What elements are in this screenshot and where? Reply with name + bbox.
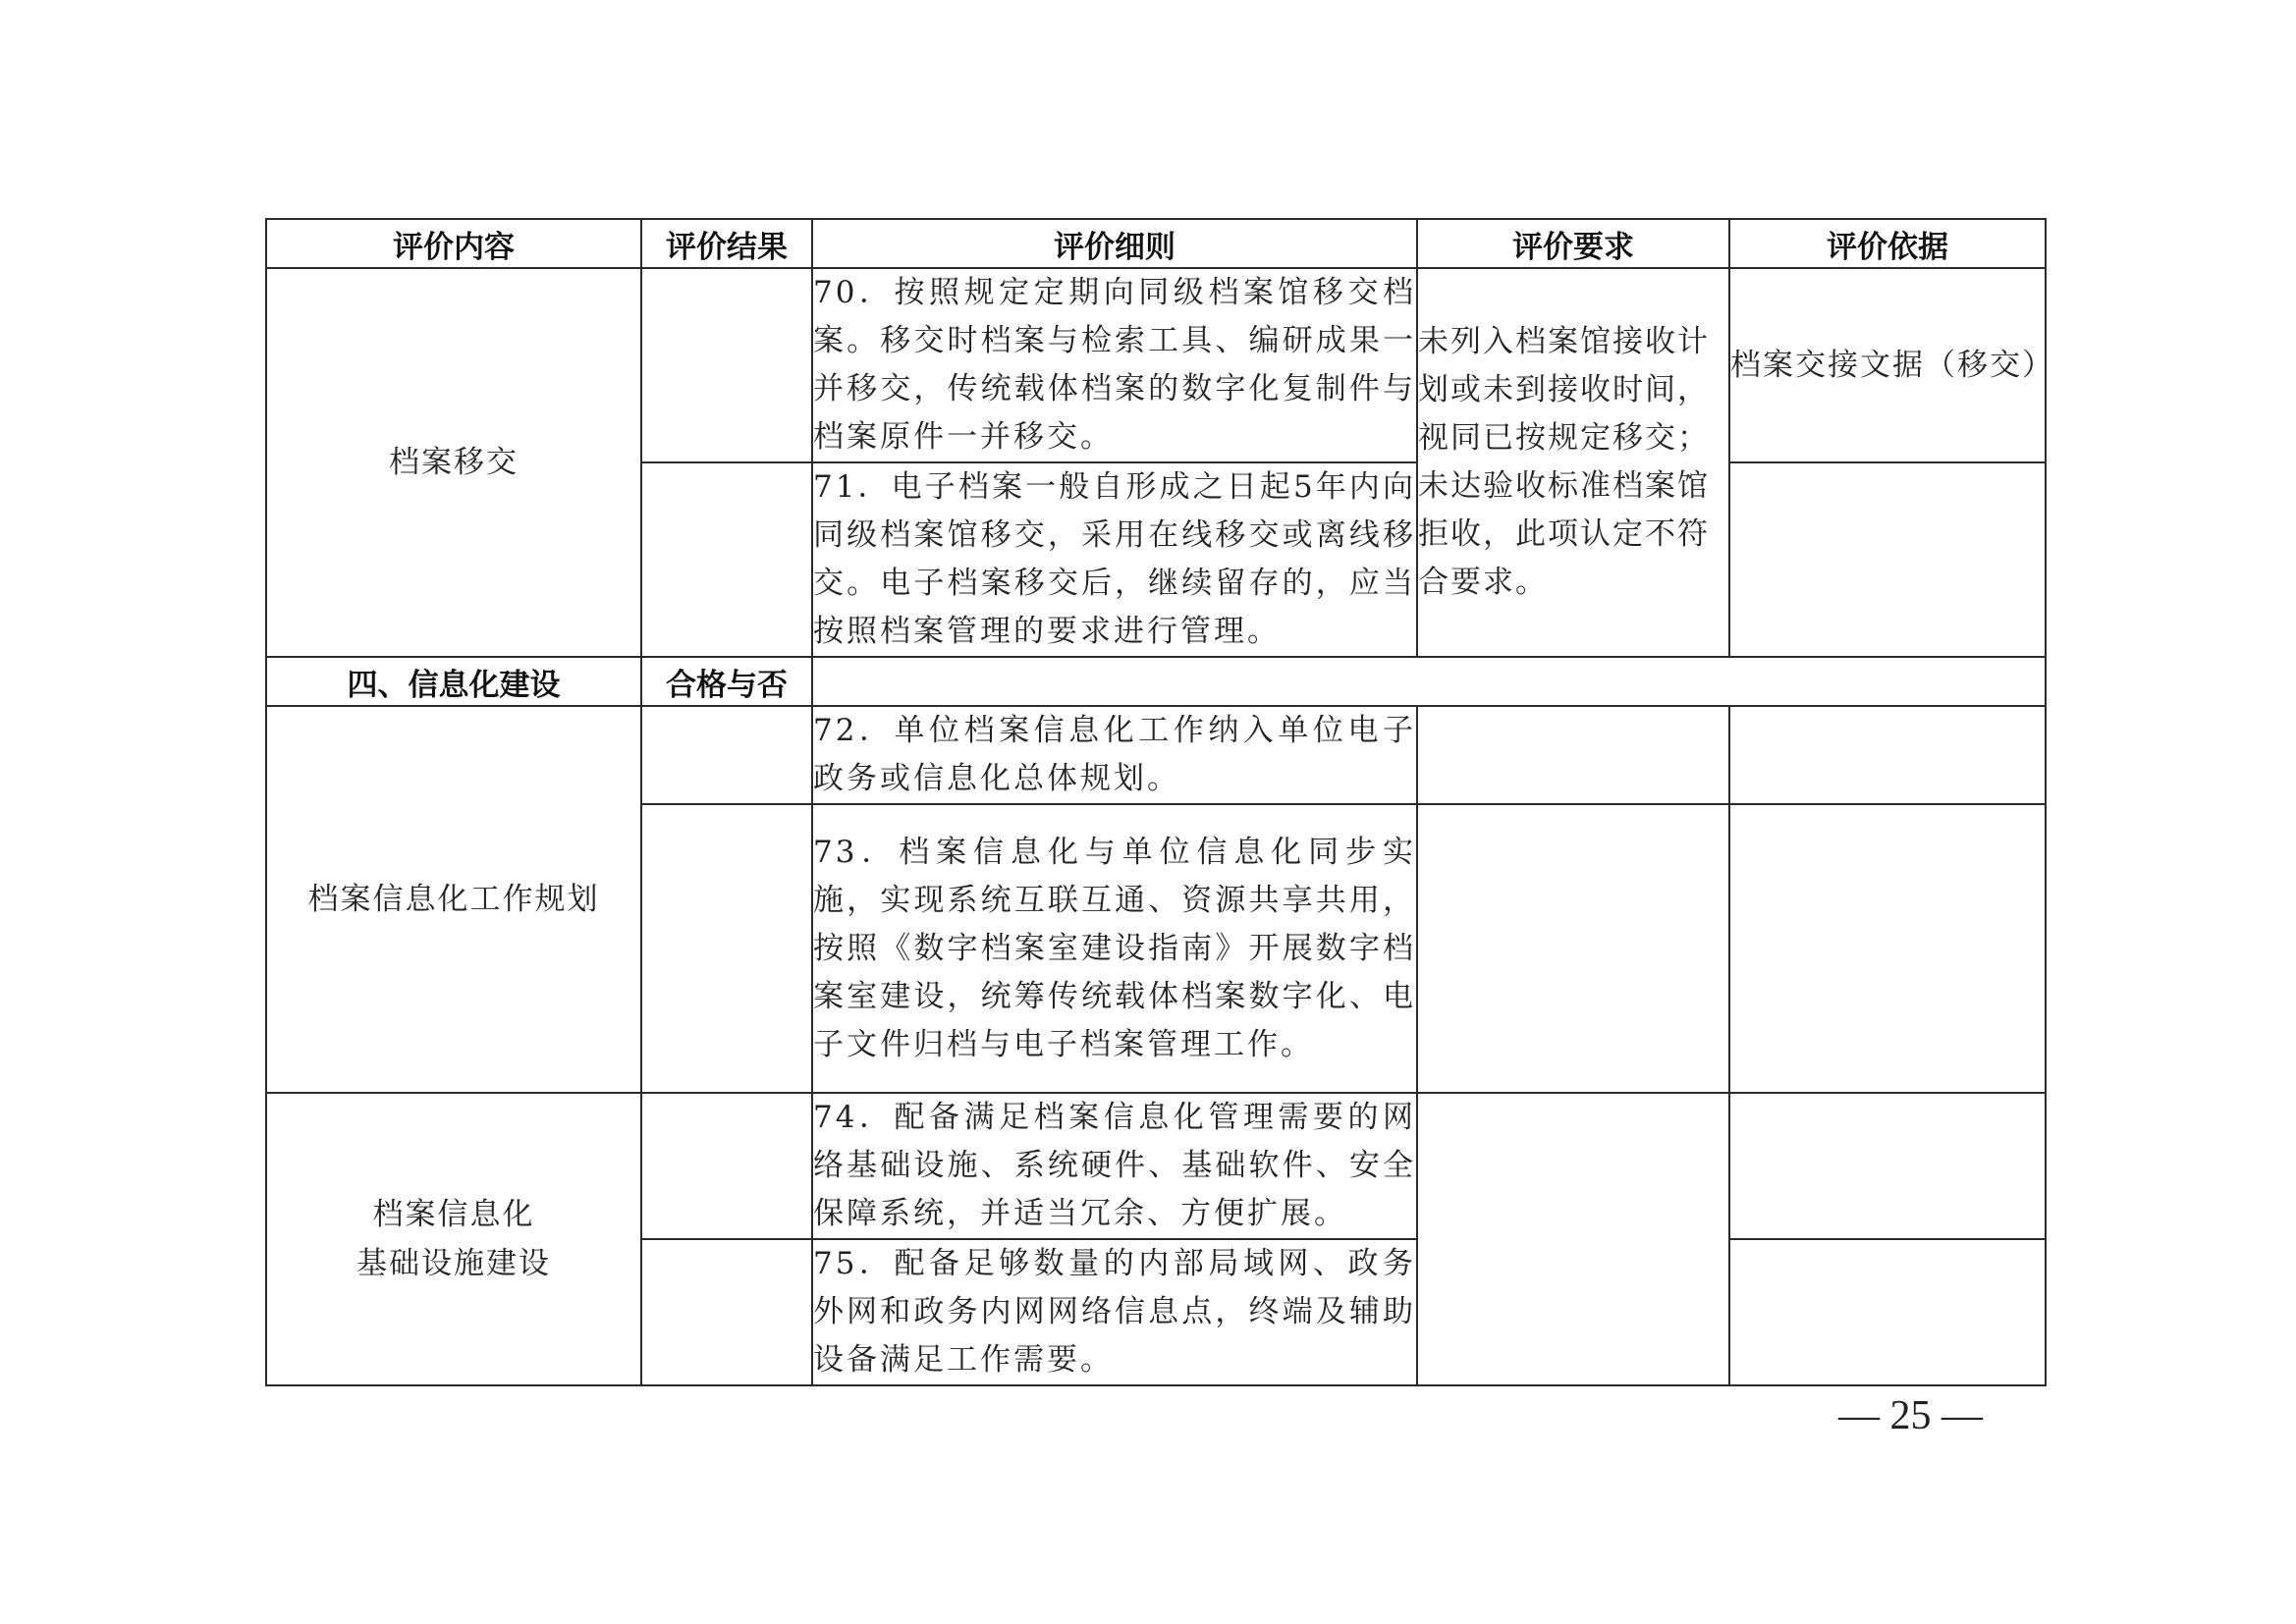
requirement-cell-73	[1417, 804, 1729, 1093]
result-cell-75	[641, 1239, 812, 1385]
header-requirement: 评价要求	[1417, 219, 1729, 268]
basis-item-70: 档案交接文据（移交）	[1729, 268, 2046, 462]
section-blank	[812, 657, 2046, 706]
result-cell-72	[641, 706, 812, 804]
result-cell-73	[641, 804, 812, 1093]
section-row	[266, 657, 2046, 706]
category-info-infrastructure	[266, 1093, 641, 1385]
detail-item-74: 74．配备满足档案信息化管理需要的网络基础设施、系统硬件、基础软件、安全保障系统，并适当冗余、方便扩展。	[812, 1093, 1417, 1239]
category-line-2: 基础设施建设	[356, 1246, 551, 1281]
header-result: 评价结果	[641, 219, 812, 268]
header-detail: 评价细则	[812, 219, 1417, 268]
result-cell-71	[641, 462, 812, 657]
table-header-row	[266, 219, 2046, 268]
header-basis: 评价依据	[1729, 219, 2046, 268]
detail-item-71: 71．电子档案一般自形成之日起5年内向同级档案馆移交，采用在线移交或离线移交。电子档案移交后，继续留存的，应当按照档案管理的要求进行管理。	[812, 462, 1417, 657]
basis-cell-75	[1729, 1239, 2046, 1385]
category-archive-transfer: 档案移交	[266, 268, 641, 657]
basis-cell-74	[1729, 1093, 2046, 1239]
result-cell-70	[641, 268, 812, 462]
header-content: 评价内容	[266, 219, 641, 268]
basis-item-71	[1729, 462, 2046, 657]
table-row	[266, 1093, 2046, 1239]
category-info-planning: 档案信息化工作规划	[266, 706, 641, 1093]
requirement-cell-72	[1417, 706, 1729, 804]
basis-cell-72	[1729, 706, 2046, 804]
section-result: 合格与否	[641, 657, 812, 706]
table-row	[266, 268, 2046, 462]
detail-item-72: 72．单位档案信息化工作纳入单位电子政务或信息化总体规划。	[812, 706, 1417, 804]
basis-cell-73	[1729, 804, 2046, 1093]
evaluation-table	[265, 218, 2054, 1386]
detail-item-75: 75．配备足够数量的内部局域网、政务外网和政务内网网络信息点，终端及辅助设备满足工作需要。	[812, 1239, 1417, 1385]
requirement-cell-74-75	[1417, 1093, 1729, 1385]
page-number: — 25 —	[1838, 1393, 1983, 1438]
detail-item-70: 70．按照规定定期向同级档案馆移交档案。移交时档案与检索工具、编研成果一并移交，传统载体档案的数字化复制件与档案原件一并移交。	[812, 268, 1417, 462]
table-row	[266, 706, 2046, 804]
detail-item-73: 73．档案信息化与单位信息化同步实施，实现系统互联互通、资源共享共用，按照《数字档案室建设指南》开展数字档案室建设，统筹传统载体档案数字化、电子文件归档与电子档案管理工作。	[812, 804, 1417, 1093]
requirement-archive-transfer: 未列入档案馆接收计划或未到接收时间，视同已按规定移交；未达验收标准档案馆拒收，此项认定不符合要求。	[1417, 268, 1729, 657]
section-title: 四、信息化建设	[266, 657, 641, 706]
result-cell-74	[641, 1093, 812, 1239]
category-line-1: 档案信息化	[372, 1197, 535, 1232]
